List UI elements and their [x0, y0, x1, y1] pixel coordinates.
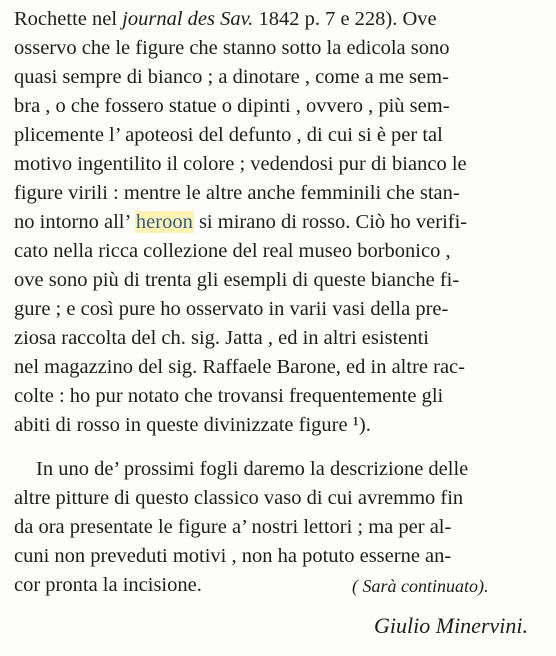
- text-line: nel magazzino del sig. Raffaele Barone, ed in altre rac-: [14, 356, 465, 378]
- text-line: plicemente l’ apoteosi del defunto , di cui si è per tal: [14, 124, 443, 146]
- text-line: da ora presentate le figure a’ nostri lettori ; ma per al-: [14, 516, 452, 538]
- text-line: altre pitture di questo classico vaso di cui avremmo fin: [14, 487, 464, 509]
- text-line: [14, 209, 554, 236]
- line-text: no intorno all’: [14, 211, 135, 233]
- text-line: abiti di rosso in queste divinizzate figure ¹).: [14, 414, 371, 436]
- text-line: cato nella ricca collezione del real museo borbonico ,: [14, 240, 451, 262]
- line-text: 1842 p. 7 e 228). Ove: [253, 8, 437, 30]
- text-line: quasi sempre di bianco ; a dinotare , come a me sem-: [14, 66, 449, 88]
- text-line: colte : ho pur notato che trovansi frequentemente gli: [14, 385, 444, 407]
- text-line: cuni non preveduti motivi , non ha potuto esserne an-: [14, 545, 452, 567]
- text-line: figure virili : mentre le altre anche femminili che stan-: [14, 182, 460, 204]
- text-line: motivo ingentilito il colore ; vedendosi pur di bianco le: [14, 153, 467, 175]
- text-line: bra , o che fossero statue o dipinti , ovvero , più sem-: [14, 95, 450, 117]
- text-line: gure ; e così pure ho osservato in varii vasi della pre-: [14, 298, 449, 320]
- text-line: cor pronta la incisione.: [14, 574, 202, 596]
- italic-text: journal des Sav.: [122, 8, 254, 30]
- text-line: [14, 6, 554, 33]
- text-line: osservo che le figure che stanno sotto la edicola sono: [14, 37, 450, 59]
- line-text: si mirano di rosso. Ciò ho verifi-: [193, 211, 468, 233]
- line-text: Rochette nel: [14, 8, 123, 30]
- author-signature: Giulio Minervini.: [374, 613, 528, 638]
- highlighted-term: heroon: [135, 211, 193, 233]
- continuation-note: ( Sarà continuato).: [352, 576, 489, 596]
- text-line: ziosa raccolta del ch. sig. Jatta , ed in altri esistenti: [14, 327, 429, 349]
- text-line: In uno de’ prossimi fogli daremo la descrizione delle: [36, 458, 469, 480]
- text-line: ove sono più di trenta gli esempli di queste bianche fi-: [14, 269, 460, 291]
